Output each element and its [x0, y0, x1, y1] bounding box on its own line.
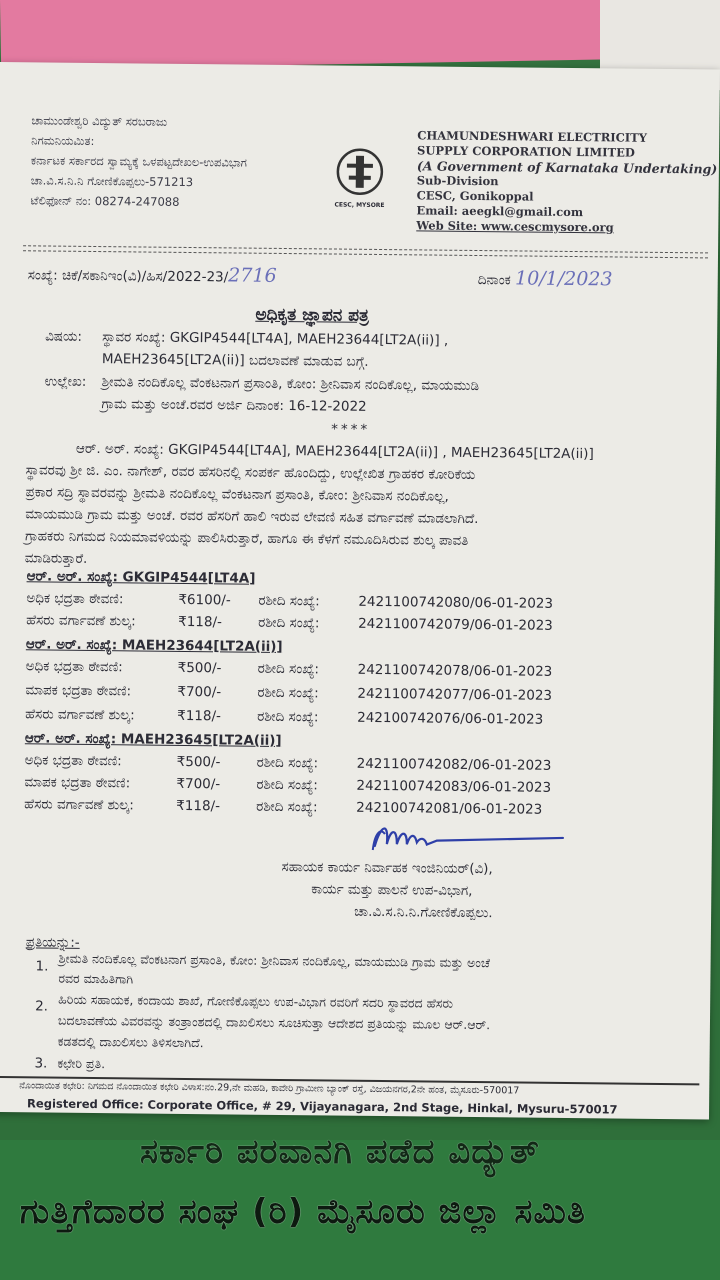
memo-title: ಅಧಿಕೃತ ಜ್ಞಾಪನ ಪತ್ರ: [255, 304, 369, 326]
reference-number-handwritten: 2716: [228, 264, 277, 287]
fee-row: [26, 590, 553, 612]
header-left-line: ನಿಗಮನಿಯಮಿತ:: [31, 133, 95, 148]
copies-label: ಪ್ರತಿಯನ್ನು:-: [25, 934, 80, 951]
body-line: ಮಾಡಿರುತ್ತಾರೆ.: [24, 550, 88, 567]
receipt-number: 242100742081/06-01-2023: [356, 799, 543, 818]
copy-number: 2.: [35, 998, 49, 1015]
copy-line: ಬದಲಾವಣೆಯ ವಿವರವನ್ನು ತಂತ್ರಾಂಶದಲ್ಲಿ ದಾಖಲಿಸಲು ಸೂಚಿಸುತ್ತಾ ಆದೇಶದ ಪ್ರತಿಯನ್ನು ಮೂಲ ಆರ್.ಆರ್.: [57, 1012, 491, 1033]
website-link[interactable]: Web Site: www.cescmysore.org: [416, 218, 614, 235]
fee-label: ಅಧಿಕ ಭದ್ರತಾ ಠೇವಣಿ:: [24, 752, 122, 770]
header-left-line: ಚಾಮುಂಡೇಶ್ವರಿ ವಿದ್ಯುತ್ ಸರಬರಾಜು: [31, 113, 168, 129]
date-handwritten: 10/1/2023: [515, 267, 613, 291]
receipt-number: 242100742076/06-01-2023: [357, 709, 544, 728]
group-heading: ಆರ್. ಅರ್. ಸಂಖ್ಯೆ: GKGIP4544[LT4A]: [26, 568, 256, 587]
company-name-line2: SUPPLY CORPORATION LIMITED: [417, 143, 635, 160]
reference-label: ಉಲ್ಲೇಖ:: [44, 373, 87, 390]
fee-label: ಅಧಿಕ ಭದ್ರತಾ ಠೇವಣಿ:: [25, 658, 123, 676]
signature-graphic: [367, 814, 568, 866]
receipt-number: 2421100742079/06-01-2023: [358, 615, 553, 634]
memo-date: [478, 267, 613, 290]
receipt-label: ರಶೀದಿ ಸಂಖ್ಯೆ:: [256, 776, 318, 794]
receipt-label: ರಶೀದಿ ಸಂಖ್ಯೆ:: [257, 660, 320, 678]
group-heading: ಆರ್. ಅರ್. ಸಂಖ್ಯೆ: MAEH23644[LT2A(ii)]: [25, 636, 283, 655]
signatory-office: ಕಾರ್ಯ ಮತ್ತು ಪಾಲನೆ ಉಪ-ವಿಭಾಗ,: [311, 881, 473, 899]
fee-amount: ₹700/-: [176, 775, 221, 793]
fee-amount: ₹118/-: [177, 707, 222, 725]
office-name: CESC, Gonikoppal: [416, 188, 534, 204]
fee-amount: ₹118/-: [176, 797, 221, 815]
fee-row: [26, 612, 553, 634]
registered-office: Registered Office: Corporate Office, # 29, Vijayanagara, 2nd Stage, Hinkal, Mysuru-570017: [27, 1096, 618, 1117]
copy-line: ಕಡತದಲ್ಲಿ ದಾಖಲಿಸಲು ತಿಳಿಸಲಾಗಿದೆ.: [57, 1033, 204, 1051]
banner-line: ಸರ್ಕಾರಿ ಪರವಾನಗಿ ಪಡೆದ ವಿದ್ಯುತ್: [140, 1132, 540, 1172]
fee-row: [26, 658, 553, 680]
association-banner: [0, 1132, 720, 1280]
copy-line: ಹಿರಿಯ ಸಹಾಯಕ, ಕಂದಾಯ ಶಾಖೆ, ಗೋಣಿಕೊಪ್ಪಲು ಉಪ-ವಿಭಾಗ ರವರಿಗೆ ಸದರಿ ಸ್ಥಾವರದ ಹೆಸರು: [58, 991, 454, 1011]
subject-label: ವಿಷಯ:: [45, 328, 83, 345]
copy-number: 1.: [35, 958, 49, 975]
fee-row: [25, 682, 552, 704]
sub-division: Sub-Division: [416, 173, 499, 189]
fee-label: ಮಾಪಕ ಭದ್ರತಾ ಠೇವಣಿ:: [24, 774, 131, 792]
banner-line: ಗುತ್ತಿಗೆದಾರರ ಸಂಘ (ರಿ) ಮೈಸೂರು ಜಿಲ್ಲಾ ಸಮಿತಿ: [20, 1192, 586, 1232]
govt-undertaking: (A Government of Karnataka Undertaking): [416, 158, 718, 177]
subject-line: MAEH23645[LT2A(ii)] ಬದಲಾವಣೆ ಮಾಡುವ ಬಗ್ಗೆ.: [101, 351, 369, 370]
fee-amount: ₹500/-: [176, 753, 221, 771]
body-line: ಆರ್. ಅರ್. ಸಂಖ್ಯೆ: GKGIP4544[LT4A], MAEH23644[LT2A(ii)] , MAEH23645[LT2A(ii)]: [75, 440, 594, 463]
receipt-label: ರಶೀದಿ ಸಂಖ್ಯೆ:: [258, 614, 320, 632]
fee-label: ಹೆಸರು ವರ್ಗಾವಣೆ ಶುಲ್ಕ:: [25, 706, 135, 724]
logo-caption: CESC, MYSORE: [334, 201, 385, 210]
date-label: ದಿನಾಂಕ: [477, 272, 511, 289]
email-text: Email: aeegkl@gmail.com: [416, 203, 584, 220]
receipt-label: ರಶೀದಿ ಸಂಖ್ಯೆ:: [256, 798, 318, 816]
subject-line: ಸ್ಥಾವರ ಸಂಖ್ಯೆ: GKGIP4544[LT4A], MAEH23644[LT2A(ii)] ,: [102, 329, 449, 349]
receipt-number: 2421100742082/06-01-2023: [356, 755, 552, 774]
group-heading: ಆರ್. ಅರ್. ಸಂಖ್ಯೆ: MAEH23645[LT2A(ii)]: [24, 730, 282, 749]
signatory-company: ಚಾ.ವಿ.ಸ.ನಿ.ನಿ.ಗೋಣಿಕೊಪ್ಪಲು.: [354, 903, 493, 922]
receipt-label: ರಶೀದಿ ಸಂಖ್ಯೆ:: [257, 708, 319, 726]
signatory-designation: ಸಹಾಯಕ ಕಾರ್ಯ ನಿರ್ವಾಹಕ ಇಂಜಿನಿಯರ್(ವಿ),: [281, 858, 493, 878]
reference-number: [28, 262, 277, 287]
body-line: ಮಾಯಮುಡಿ ಗ್ರಾಮ ಮತ್ತು ಅಂಚೆ. ರವರ ಹೆಸರಿಗೆ ಹಾಲಿ ಇರುವ ಲೇವಣಿ ಸಹಿತ ವರ್ಗಾವಣೆ ಮಾಡಲಾಗಿದೆ.: [25, 506, 479, 528]
fee-amount: ₹700/-: [177, 683, 222, 701]
header-left-line: ಟೆಲಿಫೋನ್ ನಂ: 08274-247088: [30, 193, 180, 209]
footer-kannada-address: ನೊಂದಾಯಿತ ಕಛೇರಿ: ನಿಗಮದ ನೊಂದಾಯಿತ ಕಛೇರಿ ವಿಳಾಸ:ನಂ.29,ನೇ ಮಹಡಿ, ಕಾವೇರಿ ಗ್ರಾಮೀಣ ಬ್ಯಾಂಕ್ ರಸ್ತೆ, ವಿಜಯನಗರ,2ನೇ ಹಂತ, ಮೈಸೂರು-570017: [19, 1080, 520, 1097]
body-line: ಪ್ರಕಾರ ಸದ್ರಿ ಸ್ಥಾವರವನ್ನು ಶ್ರೀಮತಿ ನಂದಿಕೊಲ್ಲ ವೆಂಕಟನಾಗ ಪ್ರಸಾಂತಿ, ಕೋಂ: ಶ್ರೀನಿವಾಸ ನಂದಿಕೊಲ್ಲ,: [25, 484, 449, 505]
reference-number-label: ಸಂಖ್ಯೆ: ಚಿಕೆ/ಸಕಾನಿಇಂ(ವಿ)/ಹಿಸ/2022-23/: [27, 267, 229, 286]
header-left: [30, 110, 247, 212]
reference-line: ಗ್ರಾಮ ಮತ್ತು ಅಂಚೆ.ರವರ ಅರ್ಜಿ ದಿನಾಂಕ: 16-12-2022: [101, 396, 367, 415]
fee-amount: ₹500/-: [177, 659, 222, 677]
receipt-number: 2421100742083/06-01-2023: [356, 777, 552, 796]
fee-label: ಅಧಿಕ ಭದ್ರತಾ ಠೇವಣಿ:: [26, 590, 124, 608]
fee-row: [25, 706, 543, 727]
fee-amount: ₹118/-: [178, 613, 223, 631]
fee-label: ಹೆಸರು ವರ್ಗಾವಣೆ ಶುಲ್ಕ:: [26, 612, 136, 630]
receipt-label: ರಶೀದಿ ಸಂಖ್ಯೆ:: [257, 684, 319, 702]
fee-amount: ₹6100/-: [178, 591, 231, 609]
receipt-number: 2421100742080/06-01-2023: [358, 593, 554, 612]
copy-line: ರವರ ಮಾಹಿತಿಗಾಗಿ: [58, 970, 134, 987]
body-line: ಗ್ರಾಹಕರು ನಿಗಮದ ನಿಯಮಾವಳಿಯನ್ನು ಪಾಲಿಸಿರುತ್ತಾರೆ, ಹಾಗೂ ಈ ಕೆಳಗೆ ನಮೂದಿಸಿರುವ ಶುಲ್ಕ ಪಾವತಿ: [24, 528, 469, 549]
copy-number: 3.: [34, 1055, 48, 1072]
copy-line: ಕಛೇರಿ ಪ್ರತಿ.: [57, 1055, 106, 1072]
header-right: [416, 128, 717, 236]
fee-row: [25, 752, 552, 774]
receipt-number: 2421100742077/06-01-2023: [357, 685, 553, 704]
copy-item: [58, 949, 490, 994]
cesc-emblem-icon: [332, 145, 389, 198]
reference-line: ಶ್ರೀಮತಿ ನಂದಿಕೊಲ್ಲ ವೆಂಕಟನಾಗ ಪ್ರಸಾಂತಿ, ಕೋಂ: ಶ್ರೀನಿವಾಸ ನಂದಿಕೊಲ್ಲ, ಮಾಯಮುಡಿ: [101, 374, 480, 395]
fee-label: ಮಾಪಕ ಭದ್ರತಾ ಠೇವಣಿ:: [25, 682, 132, 700]
memo-body: [25, 437, 686, 576]
memo-document: [0, 62, 720, 1119]
fee-row: [24, 774, 551, 796]
body-line: ಸ್ಥಾವರವು ಶ್ರೀ ಜಿ. ಎಂ. ನಾಗೇಶ್, ರವರ ಹೆಸರಿನಲ್ಲಿ ಸಂಪರ್ಕ ಹೊಂದಿದ್ದು, ಉಲ್ಲೇಖಿತ ಗ್ರಾಹಕರ ಕೋರಿಕೆಯ: [25, 462, 476, 483]
receipt-label: ರಶೀದಿ ಸಂಖ್ಯೆ:: [258, 592, 320, 610]
header-left-line: ಚಾ.ವಿ.ಸ.ನಿ.ನಿ ಗೋಣಿಕೊಪ್ಪಲು-571213: [30, 173, 194, 190]
header-left-line: ಕರ್ನಾಟಕ ಸರ್ಕಾರದ ಸ್ವಾಮ್ಯಕ್ಕೆ ಒಳಪಟ್ಟದೇಖಲ-ಉಪವಿಭಾಗ: [30, 153, 247, 170]
copy-item: [58, 989, 491, 1057]
copy-line: ಶ್ರೀಮತಿ ನಂದಿಕೊಲ್ಲ ವೆಂಕಟನಾಗ ಪ್ರಸಾಂತಿ, ಕೋಂ: ಶ್ರೀನಿವಾಸ ನಂದಿಕೊಲ್ಲ, ಮಾಯಮುಡಿ ಗ್ರಾಮ ಮತ್ತು ಅಂಚೆ: [58, 950, 491, 971]
company-name-line1: CHAMUNDESHWARI ELECTRICITY: [417, 128, 648, 145]
receipt-number: 2421100742078/06-01-2023: [357, 661, 553, 680]
cesc-logo: [328, 145, 391, 209]
receipt-label: ರಶೀದಿ ಸಂಖ್ಯೆ:: [256, 754, 319, 772]
separator-stars: ****: [331, 421, 371, 438]
fee-label: ಹೆಸರು ವರ್ಗಾವಣೆ ಶುಲ್ಕ:: [24, 796, 134, 814]
pink-folder: [0, 0, 601, 70]
